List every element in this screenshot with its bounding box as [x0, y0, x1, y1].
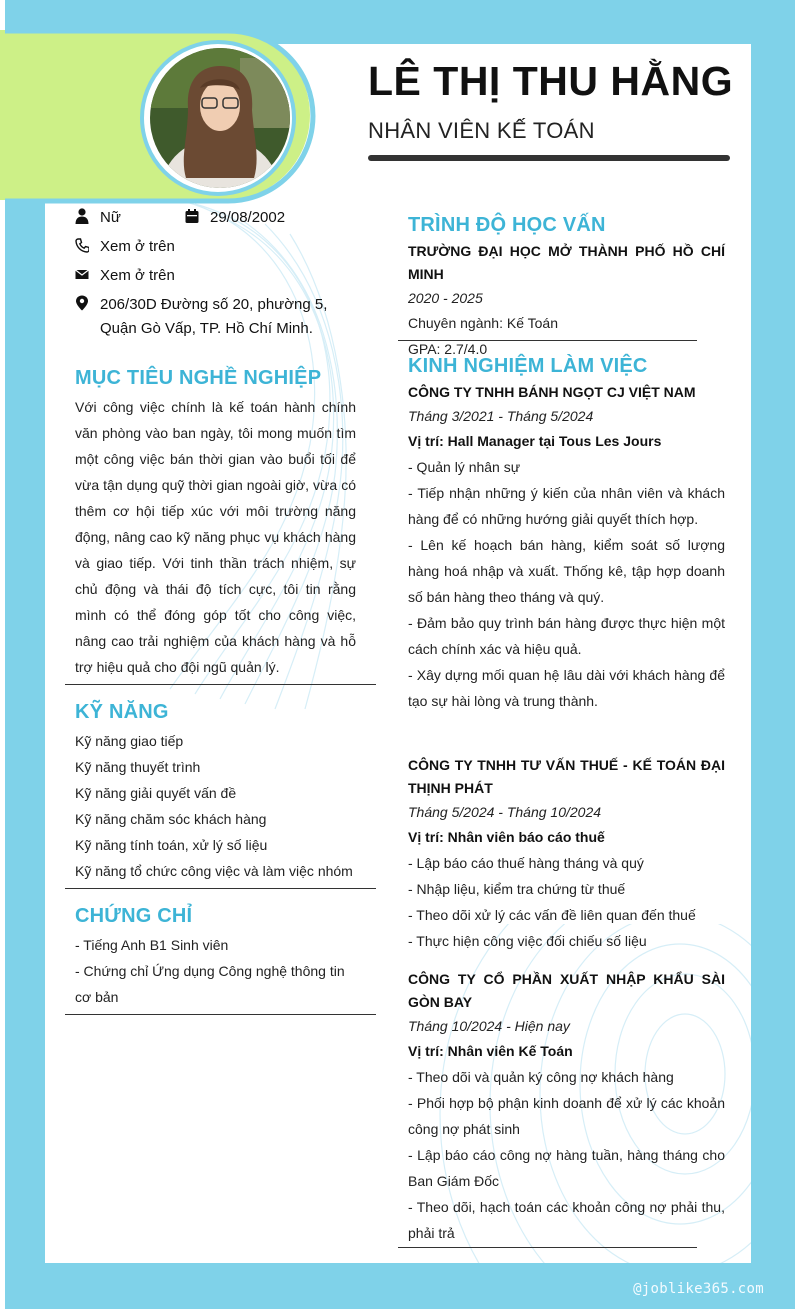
job-duty: - Theo dõi, hạch toán các khoản công nợ phải thu, phải trả	[408, 1199, 725, 1241]
job-duty: - Thực hiện công việc đối chiếu số liệu	[408, 933, 647, 949]
phone-icon	[75, 237, 89, 253]
education-major: Chuyên ngành: Kế Toán	[408, 315, 558, 331]
calendar-icon	[185, 208, 199, 224]
job-duty: - Nhập liệu, kiểm tra chứng từ thuế	[408, 881, 626, 897]
phone-row	[75, 235, 175, 259]
skill-item: Kỹ năng chăm sóc khách hàng	[75, 811, 267, 827]
avatar	[150, 48, 290, 188]
certificates-heading: CHỨNG CHỈ	[75, 905, 193, 927]
skills-heading: KỸ NĂNG	[75, 701, 169, 723]
job-company: CÔNG TY TNHH BÁNH NGỌT CJ VIỆT NAM	[408, 384, 696, 400]
person-icon	[75, 208, 89, 224]
job-duty: - Quản lý nhân sự	[408, 459, 521, 475]
job-duty: - Đảm bảo quy trình bán hàng được thực hiện một cách chính xác và hiệu quả.	[408, 615, 725, 657]
skill-item: Kỹ năng tính toán, xử lý số liệu	[75, 837, 268, 853]
education-heading: TRÌNH ĐỘ HỌC VẤN	[408, 214, 606, 236]
job-duty: - Theo dõi và quản ký công nợ khách hàng	[408, 1069, 674, 1085]
title-divider	[368, 155, 730, 161]
job-duty: - Theo dõi xử lý các vấn đề liên quan đến thuế	[408, 907, 696, 923]
job-duty: - Phối hợp bộ phận kinh doanh để xử lý các khoản công nợ phát sinh	[408, 1095, 725, 1137]
job-2	[408, 754, 725, 954]
address-value: 206/30D Đường số 20, phường 5, Quận Gò Vấp, TP. Hồ Chí Minh.	[100, 296, 328, 337]
email-row	[75, 264, 175, 288]
job-company: CÔNG TY TNHH TƯ VẤN THUẾ - KẾ TOÁN ĐẠI THỊNH PHÁT	[408, 757, 725, 796]
job-1	[408, 381, 725, 714]
education-block	[408, 240, 725, 362]
gender-value: Nữ	[100, 209, 121, 226]
job-duty: - Lập báo cáo thuế hàng tháng và quý	[408, 855, 644, 871]
objective-text: Với công việc chính là kế toán hành chính văn phòng vào ban ngày, tôi mong muốn tìm một công việc bán thời gian vào buổi tối để vừa tận dụng quỹ thời gian ngoài giờ, vừa có thêm cơ hội tiếp xúc với môi trường năng động, nâng cao kỹ năng phục vụ khách hàng và giao tiếp. Với tinh thần trách nhiệm, sự chủ động và thái độ tích cực, tôi tin rằng mình có thể đóng góp tốt cho công việc, nâng cao trải nghiệm của khách hàng và hỗ trợ hiệu quả cho đội ngũ quản lý.	[75, 399, 356, 675]
job-position: Vị trí: Nhân viên Kế Toán	[408, 1043, 573, 1059]
email-value: Xem ở trên	[100, 267, 175, 284]
birthday-value: 29/08/2002	[210, 209, 286, 226]
job-duty: - Lập báo cáo công nợ hàng tuần, hàng tháng cho Ban Giám Đốc	[408, 1147, 725, 1189]
objective-heading: MỤC TIÊU NGHỀ NGHIỆP	[75, 367, 322, 389]
candidate-role: NHÂN VIÊN KẾ TOÁN	[368, 118, 595, 143]
skills-list	[75, 728, 365, 884]
candidate-name: LÊ THỊ THU HẰNG	[368, 58, 734, 104]
job-position: Vị trí: Hall Manager tại Tous Les Jours	[408, 433, 662, 449]
mail-icon	[75, 266, 89, 282]
skills-divider	[65, 888, 376, 889]
job-duty: - Lên kế hoạch bán hàng, kiểm soát số lượng hàng hoá nhập và xuất. Thống kê, tập hợp doanh số bán hàng theo tháng và quý.	[408, 537, 725, 605]
skill-item: Kỹ năng giải quyết vấn đề	[75, 785, 237, 801]
birthday-row	[185, 206, 285, 230]
phone-value: Xem ở trên	[100, 238, 175, 255]
education-period: 2020 - 2025	[408, 290, 483, 306]
certificate-item: - Tiếng Anh B1 Sinh viên	[75, 937, 229, 953]
watermark: @joblike365.com	[633, 1281, 764, 1297]
location-pin-icon	[75, 295, 89, 311]
skill-item: Kỹ năng giao tiếp	[75, 733, 184, 749]
education-divider	[398, 340, 697, 341]
job-position: Vị trí: Nhân viên báo cáo thuế	[408, 829, 605, 845]
job-duty: - Xây dựng mối quan hệ lâu dài với khách hàng để tạo sự hài lòng và trung thành.	[408, 667, 725, 709]
skill-item: Kỹ năng thuyết trình	[75, 759, 201, 775]
certificate-item: - Chứng chỉ Ứng dụng Công nghệ thông tin cơ bản	[75, 963, 345, 1005]
objective-divider	[65, 684, 376, 685]
experience-heading: KINH NGHIỆM LÀM VIỆC	[408, 355, 648, 377]
gender-row	[75, 206, 121, 230]
school-name: TRƯỜNG ĐẠI HỌC MỞ THÀNH PHỐ HỒ CHÍ MINH	[408, 243, 725, 282]
certificates-divider	[65, 1014, 376, 1015]
certificates-list	[75, 932, 358, 1010]
job-period: Tháng 5/2024 - Tháng 10/2024	[408, 804, 602, 820]
address-row	[75, 293, 345, 341]
job-company: CÔNG TY CỔ PHẦN XUẤT NHẬP KHẨU SÀI GÒN BAY	[408, 971, 725, 1010]
job-period: Tháng 10/2024 - Hiện nay	[408, 1018, 570, 1034]
experience-divider	[398, 1247, 697, 1248]
job-duty: - Tiếp nhận những ý kiến của nhân viên và khách hàng để có những hướng giải quyết thích hợp.	[408, 485, 725, 527]
education-gpa: GPA: 2.7/4.0	[408, 341, 488, 357]
job-3	[408, 968, 725, 1246]
job-period: Tháng 3/2021 - Tháng 5/2024	[408, 408, 594, 424]
skill-item: Kỹ năng tổ chức công việc và làm việc nhóm	[75, 863, 353, 879]
